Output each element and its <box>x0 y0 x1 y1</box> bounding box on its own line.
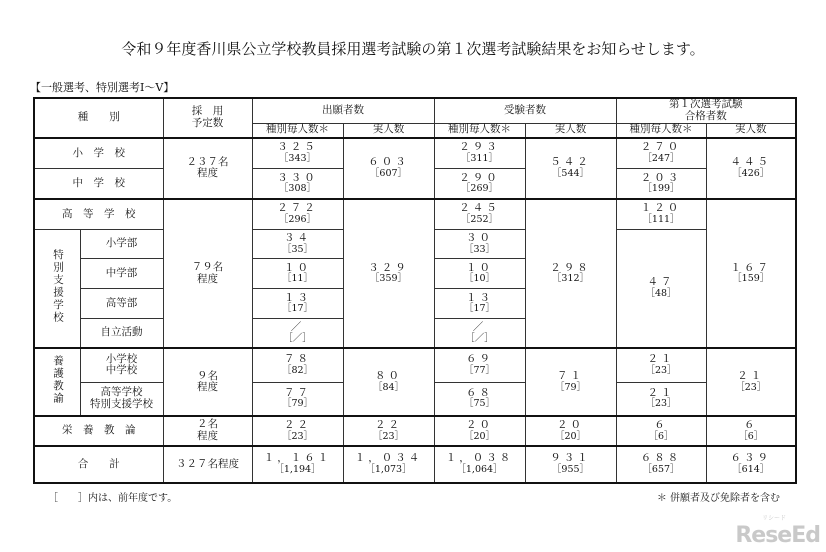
cell: ８０ ［84］ <box>343 348 434 416</box>
subheader-actual: 実人数 <box>525 123 616 137</box>
cell: １３ ［17］ <box>434 289 525 319</box>
table-row <box>34 348 796 382</box>
cell: ３３０ ［308］ <box>252 168 343 199</box>
planned-total: ３２７名程度 <box>163 446 252 483</box>
planned-yogo: ９名 程度 <box>163 348 252 416</box>
cell: ２２ ［23］ <box>343 416 434 446</box>
cell: ２４５ ［252］ <box>434 199 525 229</box>
cell: ２１ ［23］ <box>616 348 706 382</box>
yogo-group-label: 養護教諭 <box>34 348 80 416</box>
planned-header: 採 用 予定数 <box>163 98 252 138</box>
row-label-nutrition: 栄 養 教 論 <box>34 416 163 446</box>
results-table <box>33 97 797 484</box>
subheader-actual: 実人数 <box>343 123 434 137</box>
cell: ２１ ［23］ <box>616 382 706 416</box>
special-needs-group-label: 特別支援学校 <box>34 229 80 348</box>
cell: ５４２ ［544］ <box>525 138 616 200</box>
cell: １０ ［11］ <box>252 259 343 289</box>
row-label-yogo-elem-jhs: 小学校 中学校 <box>80 348 163 382</box>
row-label-high-school: 高 等 学 校 <box>34 199 163 229</box>
table-row <box>34 138 796 169</box>
cell: ６９ ［77］ <box>434 348 525 382</box>
table-row <box>34 199 796 229</box>
subheader-per-category: 種別毎人数＊ <box>616 123 706 137</box>
cell: ２９８ ［312］ <box>525 199 616 348</box>
cell: ３０ ［33］ <box>434 229 525 259</box>
footnote-previous-year: ［ ］内は、前年度です。 <box>48 493 178 504</box>
cell: ２２ ［23］ <box>252 416 343 446</box>
cell: ３２９ ［359］ <box>343 199 434 348</box>
cell: ２０ ［20］ <box>525 416 616 446</box>
table-row-total <box>34 446 796 483</box>
cell: ９３１ ［955］ <box>525 446 616 483</box>
cell: ２７０ ［247］ <box>616 138 706 169</box>
row-label-yogo-hs-sn: 高等学校 特別支援学校 <box>80 382 163 416</box>
page-title: 令和９年度香川県公立学校教員採用選考試験の第１次選考試験結果をお知らせします。 <box>121 40 705 58</box>
cell: １０ ［10］ <box>434 259 525 289</box>
subheader-per-category: 種別毎人数＊ <box>434 123 525 137</box>
row-label-sn-independence: 自立活動 <box>80 318 163 348</box>
row-label-sn-high: 高等部 <box>80 289 163 319</box>
cell: ６８８ ［657］ <box>616 446 706 483</box>
cell: ７８ ［82］ <box>252 348 343 382</box>
cell: ３２５ ［343］ <box>252 138 343 169</box>
cell: １６７ ［159］ <box>706 199 796 348</box>
row-label-sn-junior-high: 中学部 <box>80 259 163 289</box>
row-label-junior-high: 中 学 校 <box>34 168 163 199</box>
cell: ２７２ ［296］ <box>252 199 343 229</box>
cell: １，１６１ ［1,194］ <box>252 446 343 483</box>
selection-subtitle: 【一般選考、特別選考Ⅰ～Ⅴ】 <box>30 81 175 94</box>
cell: ２９０ ［269］ <box>434 168 525 199</box>
cell: ６０３ ［607］ <box>343 138 434 200</box>
subheader-per-category: 種別毎人数＊ <box>252 123 343 137</box>
reseed-logo: ReseEd <box>735 523 820 548</box>
cell: ４４５ ［426］ <box>706 138 796 200</box>
cell: ２０３ ［199］ <box>616 168 706 199</box>
cell: ／ ［／］ <box>434 318 525 348</box>
examinees-header: 受験者数 <box>434 98 616 123</box>
cell: １，０３８ ［1,064］ <box>434 446 525 483</box>
row-label-sn-elementary: 小学部 <box>80 229 163 259</box>
row-label-elementary: 小 学 校 <box>34 138 163 169</box>
cell: ３４ ［35］ <box>252 229 343 259</box>
cell: １，０３４ ［1,073］ <box>343 446 434 483</box>
cell: ６３９ ［614］ <box>706 446 796 483</box>
footnote-asterisk: ＊ 併願者及び免除者を含む <box>656 493 780 504</box>
cell: ２０ ［20］ <box>434 416 525 446</box>
cell: ７７ ［79］ <box>252 382 343 416</box>
cell: ６ ［6］ <box>616 416 706 446</box>
cell: ２９３ ［311］ <box>434 138 525 169</box>
logo-subtext: リシード <box>761 515 786 522</box>
row-label-total: 合 計 <box>34 446 163 483</box>
subheader-actual: 実人数 <box>706 123 796 137</box>
passers-header: 第１次選考試験 合格者数 <box>616 98 796 123</box>
cell: ６ ［6］ <box>706 416 796 446</box>
cell: ／ ［／］ <box>252 318 343 348</box>
cell: ６８ ［75］ <box>434 382 525 416</box>
cell: ４７ ［48］ <box>616 229 706 348</box>
planned-nutrition: ２名 程度 <box>163 416 252 446</box>
planned-hs-sn: ７９名 程度 <box>163 199 252 348</box>
cell: ７１ ［79］ <box>525 348 616 416</box>
table-row <box>34 416 796 446</box>
category-header: 種 別 <box>34 98 163 138</box>
planned-elem-jhs: ２３７名 程度 <box>163 138 252 200</box>
applicants-header: 出願者数 <box>252 98 434 123</box>
cell: １３ ［17］ <box>252 289 343 319</box>
cell: ２１ ［23］ <box>706 348 796 416</box>
cell: １２０ ［111］ <box>616 199 706 229</box>
header-row-1 <box>34 98 796 123</box>
